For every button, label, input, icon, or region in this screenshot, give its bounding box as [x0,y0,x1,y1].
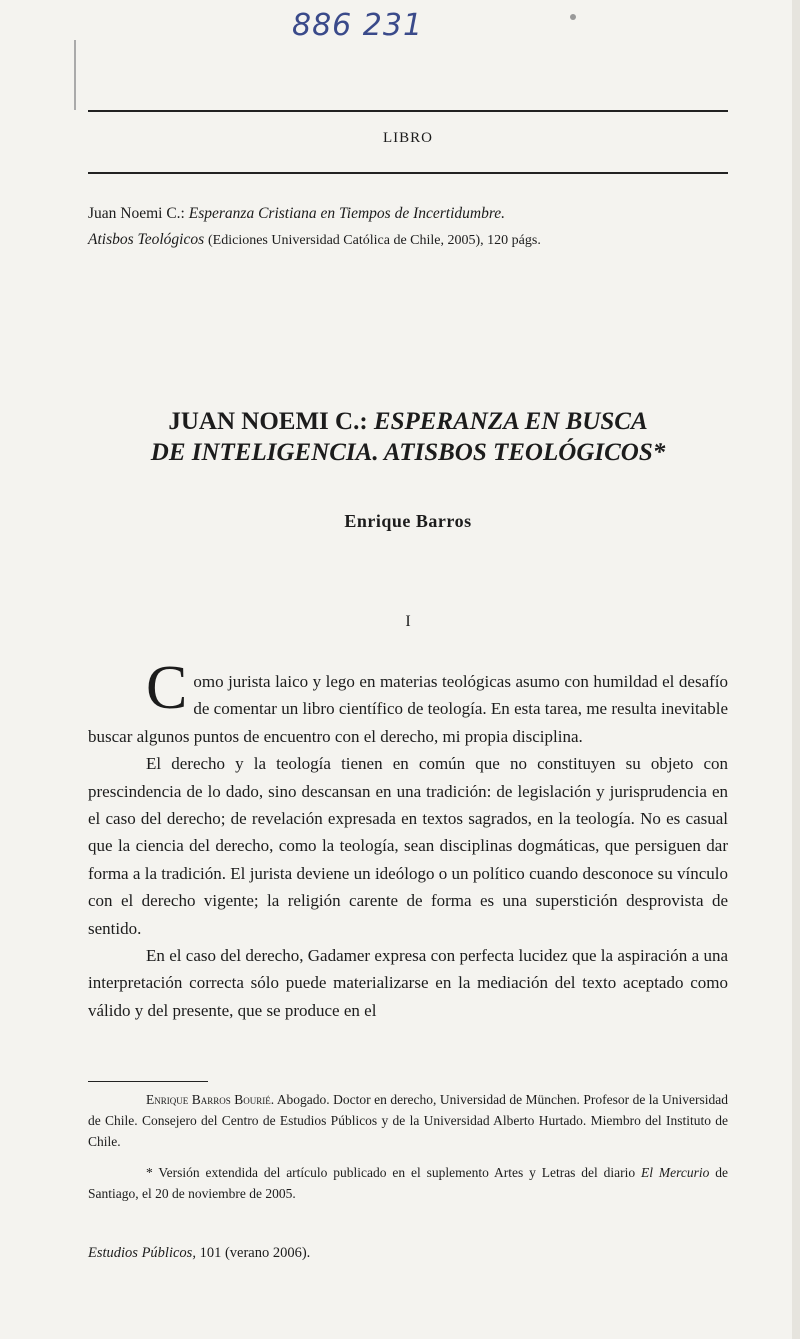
section-rule [88,172,728,174]
stray-mark [570,14,576,20]
top-rule [88,110,728,112]
journal-citation [88,1245,310,1262]
footnote-star-text: * Versión extendida del artículo publicado en el suplemento Artes y Letras del diario [146,1165,636,1180]
article-title-italic-1: ESPERANZA EN BUSCA [373,408,648,435]
section-label: LIBRO [383,130,433,146]
footnote-author [88,1089,728,1152]
footnote-separator [88,1081,208,1082]
footnote-star [88,1162,728,1204]
section-number: I [405,613,411,630]
page-edge-shadow [792,0,800,1339]
footnote-star-date: de Santiago, el 20 de noviembre de 2005. [88,1165,729,1201]
reviewed-book-publication: (Ediciones Universidad Católica de Chile, 2005), 120 págs. [208,233,541,248]
footnote-author-name: Enrique Barros Bourié. [146,1092,275,1107]
article-title [88,406,728,468]
paragraph-2: El derecho y la teología tienen en común que no constituyen su objeto con prescindencia de lo dado, sino descansan en una tradición: de legislación y jurisprudencia en el caso del derecho; de revelación expresada en textos sagrados, en la teología. No es casual que la ciencia del derecho, como la teología, sean disciplinas dogmáticas, que persiguen dar forma a la tradición. El jurista deviene un ideólogo o un político cuando desconoce su vínculo con el derecho vigente; la religión carente de forma es una superstición desprovista de sentido. [88,754,728,938]
article-author: Enrique Barros [344,511,472,531]
drop-cap: C [146,654,188,722]
footnotes [88,1089,728,1214]
reviewed-book-citation [88,201,728,254]
reviewed-book-author: Juan Noemi C.: [88,205,185,222]
journal-name: Estudios Públicos, [88,1245,196,1261]
article-body [88,654,728,1024]
reviewed-book-title-2: Atisbos Teológicos [88,231,205,248]
journal-issue: 101 (verano 2006). [199,1245,311,1261]
paragraph-3: En el caso del derecho, Gadamer expresa con perfecta lucidez que la aspiración a una interpretación correcta sólo puede materializarse en la mediación del texto aceptado como válido y del presente, que se produce en el [88,946,728,1020]
article-title-plain: JUAN NOEMI C.: [168,408,368,435]
handwritten-catalog-number: 886 231 [292,8,424,43]
reviewed-book-title-1: Esperanza Cristiana en Tiempos de Incertidumbre. [188,205,506,222]
paragraph-1 [88,654,728,750]
margin-mark [74,40,76,110]
footnote-newspaper: El Mercurio [641,1165,710,1180]
footnote-author-bio: Abogado. Doctor en derecho, Universidad de München. Profesor de la Universidad de Chile. Consejero del Centro de Estudios Públicos y de la Universidad Alberto Hurtado. Miembro del Instituto de Chile. [88,1092,728,1149]
article-title-italic-2: DE INTELIGENCIA. ATISBOS TEOLÓGICOS* [150,439,666,466]
paragraph-1-text: omo jurista laico y lego en materias teológicas asumo con humildad el desafío de comentar un libro científico de teología. En esta tarea, me resulta inevitable buscar algunos puntos de encuentro con el derecho, mi propia disciplina. [88,672,728,746]
